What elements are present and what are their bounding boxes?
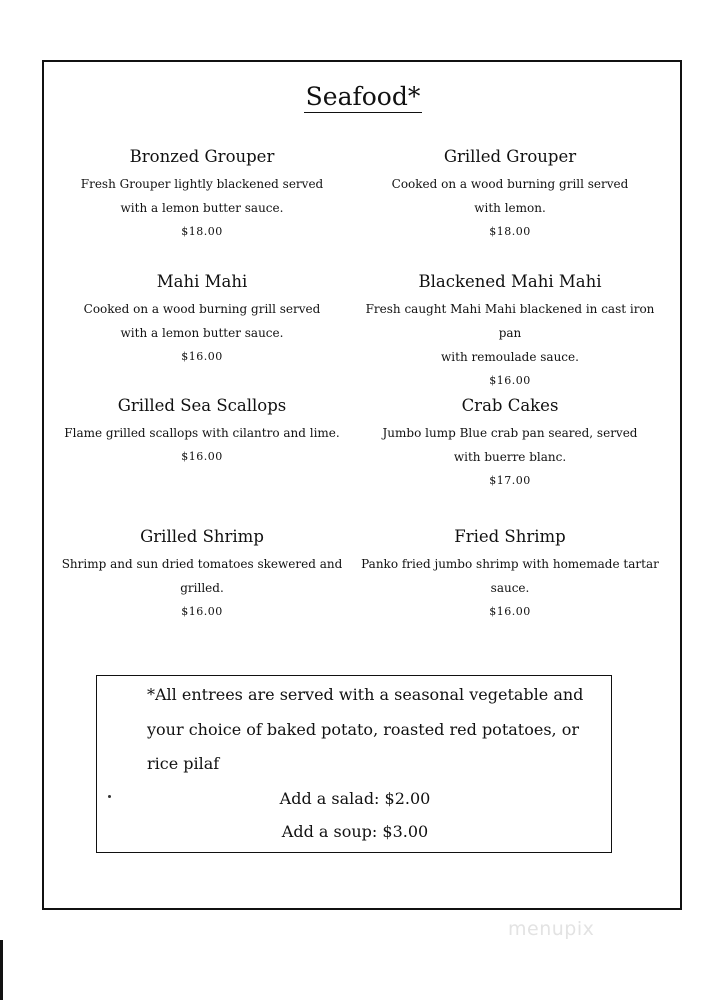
menu-item-grilled-sea-scallops [52,395,352,469]
menu-item-grilled-grouper [360,146,660,244]
add-salad-price: Add a salad: $2.00 [279,789,431,808]
menu-item-bronzed-grouper [52,146,352,244]
menu-item-description-line: grilled. [180,581,224,595]
add-soup-price: Add a soup: $3.00 [281,822,429,841]
menu-item-crab-cakes [360,395,660,493]
menu-item-price: $16.00 [181,450,223,463]
menu-item-price: $17.00 [489,474,531,487]
menu-item-blackened-mahi-mahi [360,271,660,393]
menu-item-price: $18.00 [181,225,223,238]
menu-item-grilled-shrimp [52,526,352,624]
menu-item-price: $16.00 [181,605,223,618]
menu-item-description-line: sauce. [490,581,530,595]
menu-item-description-line: Cooked on a wood burning grill served [83,302,321,316]
menu-item-name: Grilled Shrimp [140,527,264,546]
menu-item-description-line: Panko fried jumbo shrimp with homemade tartar [361,557,659,571]
menu-item-description-line: with a lemon butter sauce. [120,326,284,340]
scan-speck [108,795,111,798]
menu-item-description-line: Fresh Grouper lightly blackened served [80,177,324,191]
menu-item-description-line: Cooked on a wood burning grill served [391,177,629,191]
section-title-text: Seafood* [305,82,421,111]
menu-item-description-line: Flame grilled scallops with cilantro and lime. [64,426,340,440]
menu-item-name: Blackened Mahi Mahi [418,272,602,291]
menu-item-description-line: Fresh caught Mahi Mahi blackened in cast iron pan [365,302,655,340]
menu-item-price: $18.00 [489,225,531,238]
menu-item-mahi-mahi [52,271,352,369]
menu-item-name: Fried Shrimp [454,527,566,546]
menu-item-price: $16.00 [181,350,223,363]
menu-item-description-line: Shrimp and sun dried tomatoes skewered and [61,557,343,571]
menu-item-name: Grilled Grouper [443,147,577,166]
scan-edge [0,940,3,1000]
menu-item-price: $16.00 [489,605,531,618]
menu-item-description-line: with buerre blanc. [453,450,567,464]
note-line: *All entrees are served with a seasonal vegetable and [147,685,584,704]
menu-item-name: Mahi Mahi [156,272,248,291]
note-line: your choice of baked potato, roasted red potatoes, or [147,720,579,739]
menu-item-fried-shrimp [360,526,660,624]
menu-item-name: Grilled Sea Scallops [117,396,287,415]
note-line: rice pilaf [147,754,220,773]
section-title [0,82,726,112]
menu-item-description-line: with a lemon butter sauce. [120,201,284,215]
menu-item-description-line: with lemon. [474,201,546,215]
menu-item-description-line: with remoulade sauce. [441,350,579,364]
menu-item-price: $16.00 [489,374,531,387]
menu-item-name: Bronzed Grouper [129,147,275,166]
watermark: menupix [508,918,595,940]
menu-item-description-line: Jumbo lump Blue crab pan seared, served [382,426,638,440]
entree-note-box [96,675,612,853]
menu-item-name: Crab Cakes [461,396,559,415]
